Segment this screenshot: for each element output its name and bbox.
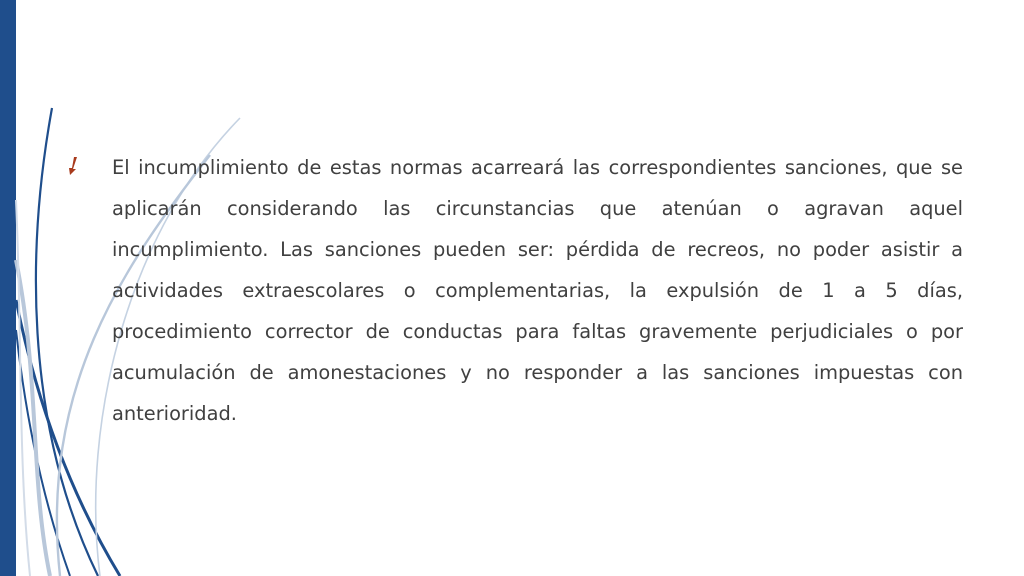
body-paragraph: El incumplimiento de estas normas acarreará las correspondientes sanciones, que se aplicarán considerando las circunstancias que atenúan o agravan aquel incumplimiento. Las sanciones pueden ser: pérdida de recreos, no poder asistir a actividades extraescolares o complementarias, la expulsión de 1 a 5 días, procedimiento corrector de conductas para faltas gravemente perjudiciales o por acumulación de amonestaciones y no responder a las sanciones impuestas con anterioridad.: [112, 156, 963, 425]
swoosh-dark-1: [36, 108, 98, 576]
arrow-bullet-icon: [65, 156, 79, 176]
